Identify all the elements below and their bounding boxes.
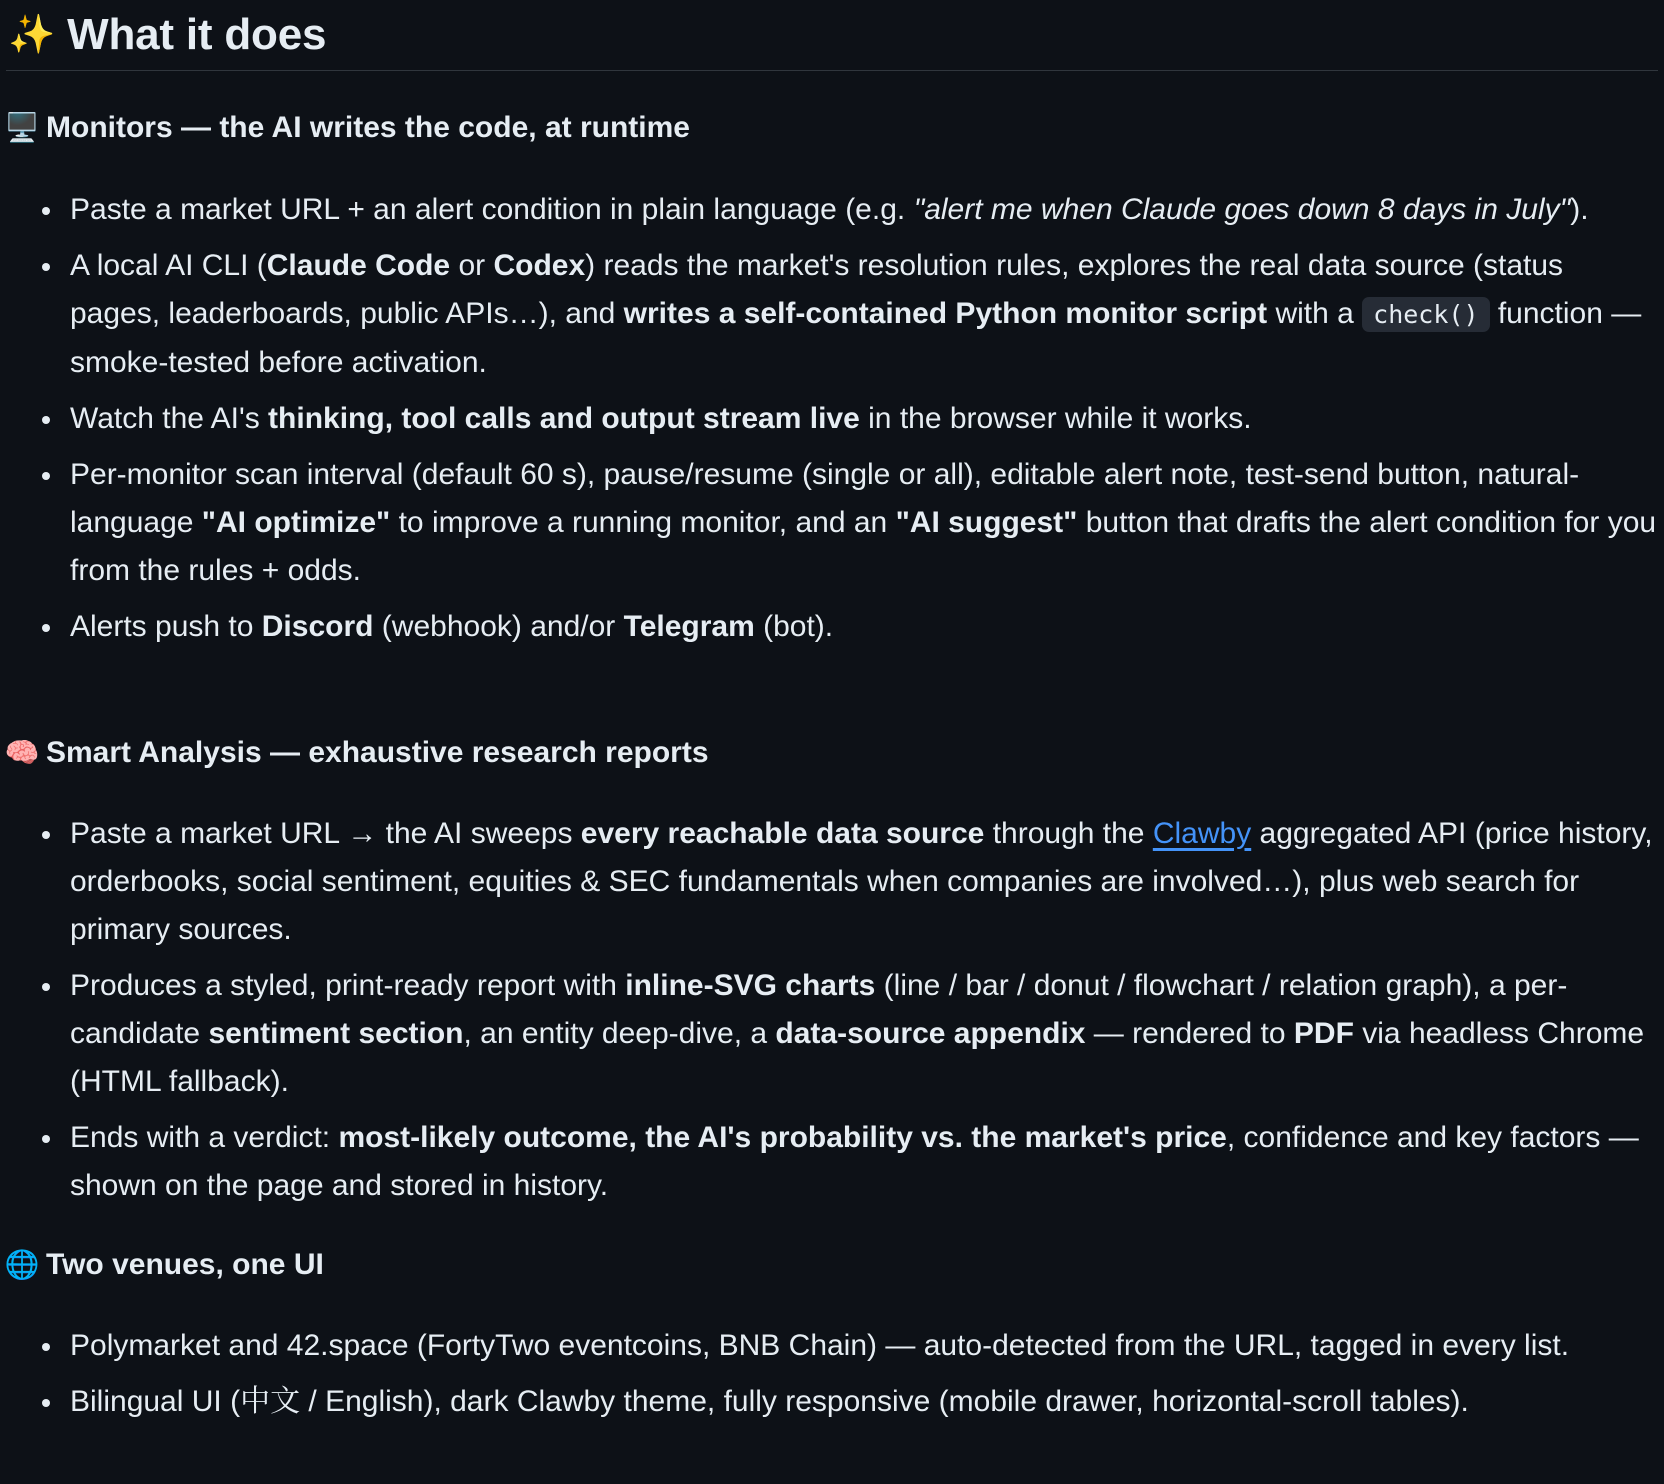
list-item: Bilingual UI (中文 / English), dark Clawby theme, fully responsive (mobile drawer, horizontal-scroll tables).	[40, 1378, 1660, 1426]
list-item: Per-monitor scan interval (default 60 s), pause/resume (single or all), editable alert note, test-send button, natural-language "AI optimize" to improve a running monitor, and an "AI suggest" button that drafts the alert condition for you from the rules + odds.	[40, 451, 1660, 595]
section-title	[6, 0, 1658, 71]
brain-icon: 🧠	[4, 737, 40, 768]
analysis-heading-text: Smart Analysis — exhaustive research reports	[46, 736, 709, 769]
list-item: Ends with a verdict: most-likely outcome, the AI's probability vs. the market's price, confidence and key factors — shown on the page and stored in history.	[40, 1114, 1660, 1210]
list-item: Paste a market URL + an alert condition in plain language (e.g. "alert me when Claude goes down 8 days in July").	[40, 186, 1660, 234]
list-item: Paste a market URL → the AI sweeps every reachable data source through the Clawby aggregated API (price history, orderbooks, social sentiment, equities & SEC fundamentals when companies are involved…), plus web search for primary sources.	[40, 810, 1660, 954]
sparkles-icon: ✨	[8, 14, 56, 56]
analysis-heading	[4, 735, 709, 771]
clawby-link[interactable]: Clawby	[1152, 817, 1252, 850]
list-item: Alerts push to Discord (webhook) and/or Telegram (bot).	[40, 603, 1660, 651]
list-item: A local AI CLI (Claude Code or Codex) reads the market's resolution rules, explores the real data source (status pages, leaderboards, public APIs…), and writes a self-contained Python monitor script with a check() function — smoke-tested before activation.	[40, 242, 1660, 387]
list-item: Watch the AI's thinking, tool calls and output stream live in the browser while it works.	[40, 395, 1660, 443]
list-item: Produces a styled, print-ready report with inline-SVG charts (line / bar / donut / flowchart / relation graph), a per-candidate sentiment section, an entity deep-dive, a data-source appendix — rendered to PDF via headless Chrome (HTML fallback).	[40, 962, 1660, 1106]
section-title-text: What it does	[67, 10, 327, 59]
globe-icon: 🌐	[4, 1249, 40, 1280]
list-item: Polymarket and 42.space (FortyTwo eventcoins, BNB Chain) — auto-detected from the URL, tagged in every list.	[40, 1322, 1660, 1370]
venues-heading	[4, 1247, 324, 1283]
monitors-heading-text: Monitors — the AI writes the code, at runtime	[46, 111, 690, 144]
analysis-list	[40, 810, 1660, 1218]
desktop-computer-icon: 🖥️	[4, 112, 40, 143]
venues-list	[40, 1322, 1660, 1434]
monitors-list	[40, 186, 1660, 659]
monitors-heading	[4, 110, 690, 146]
venues-heading-text: Two venues, one UI	[46, 1248, 324, 1281]
inline-code: check()	[1362, 297, 1489, 332]
